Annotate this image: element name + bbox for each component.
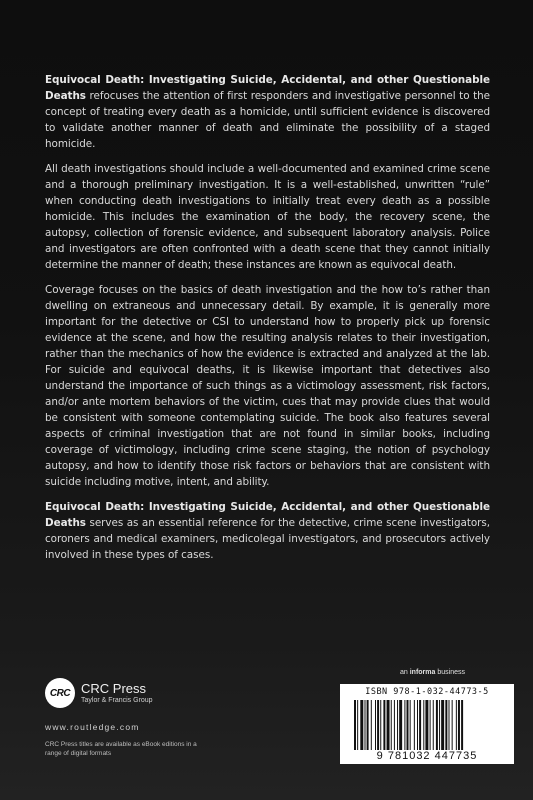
- publisher-name: CRC Press: [81, 680, 147, 696]
- barcode-bar: [410, 700, 411, 750]
- blurb-paragraph-4: [45, 499, 490, 563]
- barcode-bar: [439, 700, 440, 750]
- barcode-bar: [371, 700, 372, 750]
- barcode-bar: [458, 700, 460, 750]
- barcode-bar: [357, 700, 358, 750]
- barcode-bar: [430, 700, 431, 750]
- barcode-bar: [407, 700, 409, 750]
- blurb: [45, 72, 490, 572]
- informa-prefix: an: [400, 669, 410, 676]
- barcode-bar: [383, 700, 385, 750]
- informa-tagline: [400, 669, 465, 676]
- barcode-bar: [391, 700, 392, 750]
- barcode-bar: [441, 700, 444, 750]
- barcode-bar: [399, 700, 402, 750]
- book-title-1: Equivocal Death: Investigating Suicide, Accidental, and other Questionable Deaths: [45, 74, 490, 102]
- barcode-icon: [354, 700, 500, 750]
- barcode-bar: [397, 700, 398, 750]
- isbn-label: ISBN 978-1-032-44773-5: [365, 687, 489, 697]
- publisher-group: Taylor & Francis Group: [81, 696, 153, 704]
- barcode-bar: [423, 700, 424, 750]
- barcode-bar: [456, 700, 457, 750]
- blurb-text-4: serves as an essential reference for the detective, crime scene investigators, coroners and medical examiners, medicolegal investigators, and prosecutors actively involved in these types of cases.: [45, 517, 490, 561]
- barcode-bar: [394, 700, 395, 750]
- blurb-paragraph-2: All death investigations should include a well-documented and examined crime scene and a thorough preliminary investigation. It is a well-established, unwritten “rule” when conducting death investigations to initially treat every death as a possible homicide. This includes the examination of the body, the recovery scene, the autopsy, collection of forensic evidence, and subsequent laboratory analysis. Police and investigators are often confronted with a death scene that they cannot initially determine the manner of death; these instances are known as equivocal death.: [45, 163, 490, 271]
- barcode-bar: [436, 700, 438, 750]
- barcode-bar: [414, 700, 415, 750]
- barcode-bar: [419, 700, 421, 750]
- barcode-bar: [449, 700, 450, 750]
- barcode-bar: [461, 700, 463, 750]
- crc-logo-icon: CRC: [45, 678, 75, 708]
- informa-suffix: business: [435, 669, 465, 676]
- barcode-bar: [387, 700, 390, 750]
- publisher-url: www.routledge.com: [45, 722, 140, 732]
- barcode-bar: [365, 700, 366, 750]
- barcode-box: [340, 684, 514, 764]
- barcode-bar: [425, 700, 428, 750]
- barcode-bar: [380, 700, 381, 750]
- barcode-bar: [433, 700, 434, 750]
- blurb-paragraph-3: Coverage focuses on the basics of death investigation and the how to’s rather than dwelling on extraneous and unnecessary detail. By example, it is generally more important for the detective or CSI to understand how to properly pick up forensic evidence at the scene, and how the resulting analysis relates to their investigation, rather than the mechanics of how the evidence is extracted and analyzed at the lab. For suicide and equivocal deaths, it is likewise important that detectives also understand the importance of such things as a victimology assessment, risk factors, and/or ante mortem behaviors of the victim, cues that may provide clues that would be consistent with someone contemplating suicide. The book also features several aspects of criminal investigation that are not found in similar books, including coverage of victimology, including crime scene staging, the notion of psychology autopsy, and how to identify those risk factors or behaviors that are consistent with suicide including motive, intent, and ability.: [45, 284, 490, 488]
- barcode-bar: [375, 700, 376, 750]
- blurb-paragraph-1: [45, 72, 490, 152]
- barcode-bar: [452, 700, 453, 750]
- publisher-logo-row: [45, 678, 265, 708]
- informa-brand: informa: [409, 669, 436, 676]
- barcode-bar: [445, 700, 447, 750]
- barcode-bar: [354, 700, 356, 750]
- isbn-digits: 9 781032 447735: [376, 750, 478, 762]
- barcode-bar: [417, 700, 418, 750]
- barcode-bar: [367, 700, 369, 750]
- barcode-bar: [360, 700, 363, 750]
- publisher-block: [45, 678, 265, 758]
- blurb-text-1: refocuses the attention of first responders and investigative personnel to the concept of treating every death as a homicide, until sufficient evidence is discovered to validate another manner of death and eliminate the possibility of a staged homicide.: [45, 90, 490, 150]
- ebook-note: CRC Press titles are available as eBook editions in a range of digital formats: [45, 741, 197, 757]
- publisher-text: [81, 682, 153, 705]
- barcode-bar: [377, 700, 379, 750]
- barcode-bar: [404, 700, 405, 750]
- book-title-2: Equivocal Death: Investigating Suicide, Accidental, and other Questionable Deaths: [45, 501, 490, 529]
